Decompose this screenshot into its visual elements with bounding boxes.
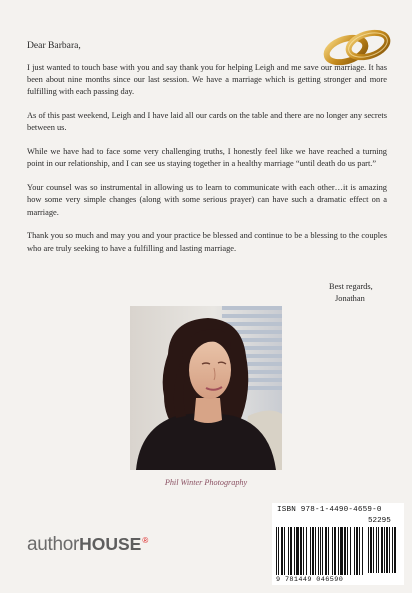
letter-body — [27, 62, 387, 266]
isbn-number: ISBN 978-1-4490-4659-0 — [277, 506, 382, 514]
isbn-barcode — [272, 503, 404, 585]
ean-barcode-bars — [276, 527, 364, 575]
closing-phrase: Best regards, — [329, 282, 373, 291]
price-code: 52295 — [368, 517, 391, 525]
publisher-logo — [27, 534, 148, 556]
letter-paragraph: As of this past weekend, Leigh and I have laid all our cards on the table and there are no longer any secrets between us. — [27, 111, 387, 133]
letter-salutation: Dear Barbara, — [27, 40, 81, 51]
logo-house-text: HOUSE — [79, 534, 142, 554]
letter-paragraph: Your counsel was so instrumental in allowing us to learn to communicate with each other…it is amazing how some very simple changes (along with some serious prayer) can have such a dramatic effect on a marriage. — [27, 183, 387, 217]
letter-closing — [329, 281, 373, 305]
letter-paragraph: I just wanted to touch base with you and say thank you for helping Leigh and me save our marriage. It has been about nine months since our last session. We have a marriage which is getting stronger and more fulfilling with each passing day. — [27, 63, 387, 97]
logo-author-text: author — [27, 534, 80, 555]
price-addon-bars — [368, 527, 400, 573]
barcode-digits: 9 781449 046590 — [276, 576, 344, 584]
letter-paragraph: Thank you so much and may you and your practice be blessed and continue to be a blessing to the couples who are truly seeking to have a fulfilling and lasting marriage. — [27, 231, 387, 253]
registered-mark: ® — [142, 535, 148, 545]
letter-paragraph: While we have had to face some very challenging truths, I honestly feel like we have reached a turning point in our relationship, and I can see us staying together in a healthy marriage “until death do us part.” — [27, 147, 387, 169]
author-portrait-photo — [130, 306, 282, 470]
photo-credit: Phil Winter Photography — [164, 478, 248, 487]
signature-name: Jonathan — [335, 294, 365, 304]
